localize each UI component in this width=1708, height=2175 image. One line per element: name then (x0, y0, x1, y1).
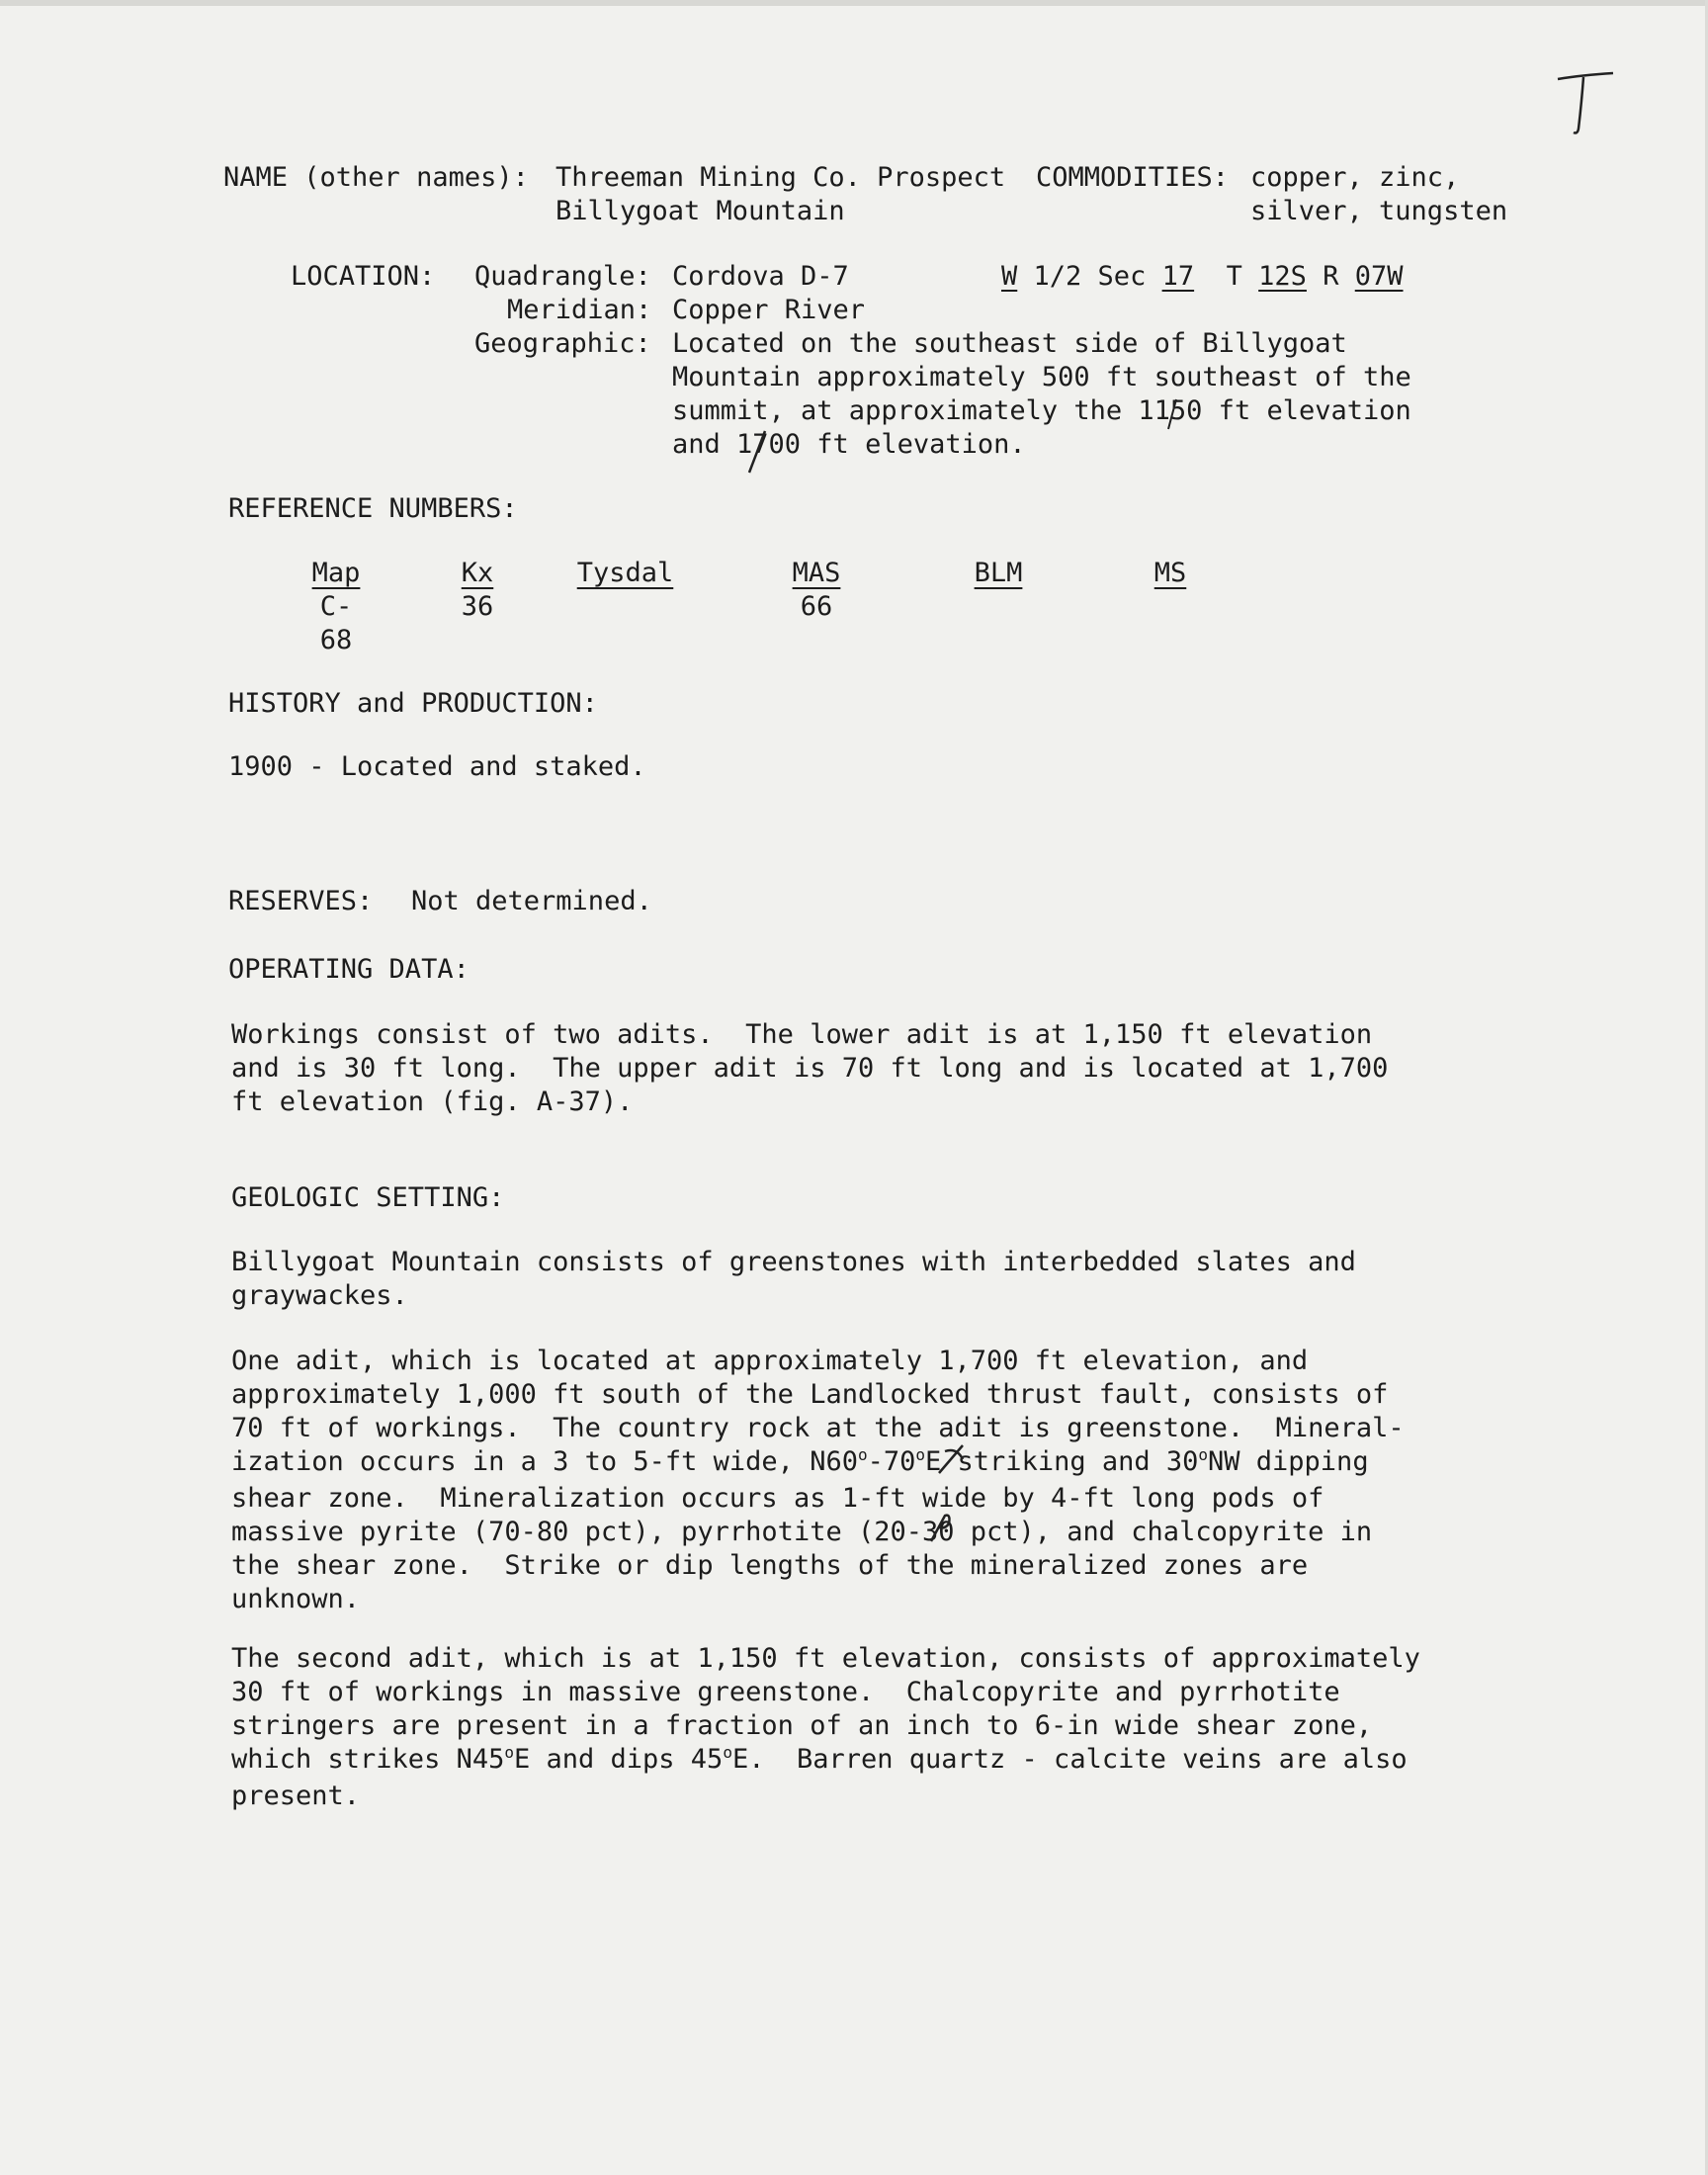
geologic-heading: GEOLOGIC SETTING: (231, 1182, 505, 1213)
degree-symbol: o (915, 1445, 926, 1464)
location-label: LOCATION: (291, 261, 436, 292)
text-segment: E and dips 45 (513, 1744, 724, 1775)
handwritten-correction-mark (933, 1439, 973, 1479)
reference-header: Kx (461, 558, 494, 588)
commodities-label: COMMODITIES: (1036, 162, 1230, 193)
operating-line: Workings consist of two adits. The lower adit is at 1,150 ft elevation (231, 1019, 1373, 1050)
operating-heading: OPERATING DATA: (228, 954, 470, 985)
text-segment: ization occurs in a 3 to 5-ft wide, N60 (231, 1446, 858, 1477)
quadrangle-value: Cordova D-7 (672, 261, 849, 292)
geologic-paragraph-1 (231, 1246, 1356, 1313)
text-segment: -70 (867, 1446, 916, 1477)
operating-line: ft elevation (fig. A-37). (231, 1087, 634, 1117)
quadrangle-label: Quadrangle: (474, 261, 651, 292)
text-segment: E. Barren quartz - calcite veins are also (731, 1744, 1408, 1775)
township-label: T (1226, 261, 1242, 292)
geologic-line: approximately 1,000 ft south of the Landlocked thrust fault, consists of (231, 1379, 1389, 1410)
reference-column-tysdal (573, 557, 677, 590)
geographic-line1: Located on the southeast side of Billygoat (672, 328, 1347, 359)
meridian-label: Meridian: (507, 295, 652, 325)
reference-header: MS (1153, 558, 1187, 588)
range-value: 07W (1354, 261, 1404, 292)
reference-column-kx (453, 557, 502, 624)
geologic-paragraph-3 (231, 1642, 1420, 1813)
operating-line: and is 30 ft long. The upper adit is 70 ft long and is located at 1,700 (231, 1053, 1389, 1084)
degree-symbol: o (857, 1445, 868, 1464)
handwritten-correction-mark (925, 1508, 955, 1547)
degree-symbol: o (1198, 1445, 1209, 1464)
text-segment: which strikes N45 (231, 1744, 505, 1775)
range-label: R (1323, 261, 1339, 292)
operating-paragraph (231, 1018, 1388, 1119)
geologic-line: present. (231, 1781, 361, 1811)
handwritten-correction-mark (741, 427, 771, 477)
section-fraction: 1/2 Sec (1033, 261, 1147, 292)
geologic-paragraph-2 (231, 1345, 1405, 1616)
township-value: 12S (1258, 261, 1307, 292)
handwritten-corner-mark (1552, 59, 1621, 138)
geologic-line: massive pyrite (70-80 pct), pyrrhotite (20-30 pct), and chalcopyrite in (231, 1517, 1373, 1547)
geographic-line4: and 1700 ft elevation. (672, 429, 1026, 460)
geologic-line: Billygoat Mountain consists of greenstones with interbedded slates and (231, 1247, 1356, 1277)
section-part: W (1001, 261, 1018, 292)
reference-header: Map (311, 558, 361, 588)
reference-header: Tysdal (576, 558, 674, 588)
text-segment: E striking and 30 (925, 1446, 1199, 1477)
geologic-line: shear zone. Mineralization occurs as 1-ft wide by 4-ft long pods of (231, 1483, 1324, 1514)
reference-header: MAS (792, 558, 841, 588)
reference-heading: REFERENCE NUMBERS: (228, 493, 518, 524)
reserves-value: Not determined. (411, 886, 652, 916)
name-line2: Billygoat Mountain (555, 196, 845, 226)
section-line (1001, 260, 1404, 294)
geographic-line3: summit, at approximately the 1150 ft elevation (672, 395, 1411, 426)
name-label: NAME (other names): (223, 162, 529, 193)
reference-value: 66 (800, 591, 833, 622)
commodities-line2: silver, tungsten (1250, 196, 1508, 226)
geologic-line (231, 1743, 1420, 1780)
geologic-line: unknown. (231, 1584, 361, 1614)
geologic-line (231, 1445, 1405, 1482)
reference-column-blm (969, 557, 1028, 590)
commodities-line1: copper, zinc, (1250, 162, 1460, 193)
reference-header: BLM (974, 558, 1023, 588)
geologic-line: 30 ft of workings in massive greenstone. Chalcopyrite and pyrrhotite (231, 1677, 1340, 1707)
text-segment: NW dipping (1208, 1446, 1369, 1477)
geographic-line2: Mountain approximately 500 ft southeast of the (672, 362, 1411, 392)
geologic-line: The second adit, which is at 1,150 ft elevation, consists of approximately (231, 1643, 1420, 1674)
geographic-label: Geographic: (474, 328, 651, 359)
degree-symbol: o (504, 1743, 514, 1762)
reference-column-map (306, 557, 366, 657)
history-heading: HISTORY and PRODUCTION: (228, 688, 598, 719)
geologic-line: 70 ft of workings. The country rock at the adit is greenstone. Mineral- (231, 1413, 1405, 1443)
degree-symbol: o (723, 1743, 732, 1762)
scan-top-edge (0, 0, 1708, 6)
geologic-line: the shear zone. Strike or dip lengths of the mineralized zones are (231, 1550, 1309, 1581)
name-line1: Threeman Mining Co. Prospect (555, 162, 1006, 193)
reference-column-ms (1151, 557, 1190, 590)
history-text: 1900 - Located and staked. (228, 751, 646, 782)
geologic-line: One adit, which is located at approximately 1,700 ft elevation, and (231, 1346, 1309, 1376)
meridian-value: Copper River (672, 295, 866, 325)
reference-column-mas (787, 557, 846, 624)
handwritten-correction-mark (1156, 395, 1186, 435)
section-number: 17 (1161, 261, 1195, 292)
reserves-label: RESERVES: (228, 886, 374, 916)
geologic-line: graywackes. (231, 1280, 408, 1311)
geologic-line: stringers are present in a fraction of an inch to 6-in wide shear zone, (231, 1710, 1373, 1741)
reference-value: 36 (461, 591, 494, 622)
reference-value: C-68 (319, 591, 353, 655)
